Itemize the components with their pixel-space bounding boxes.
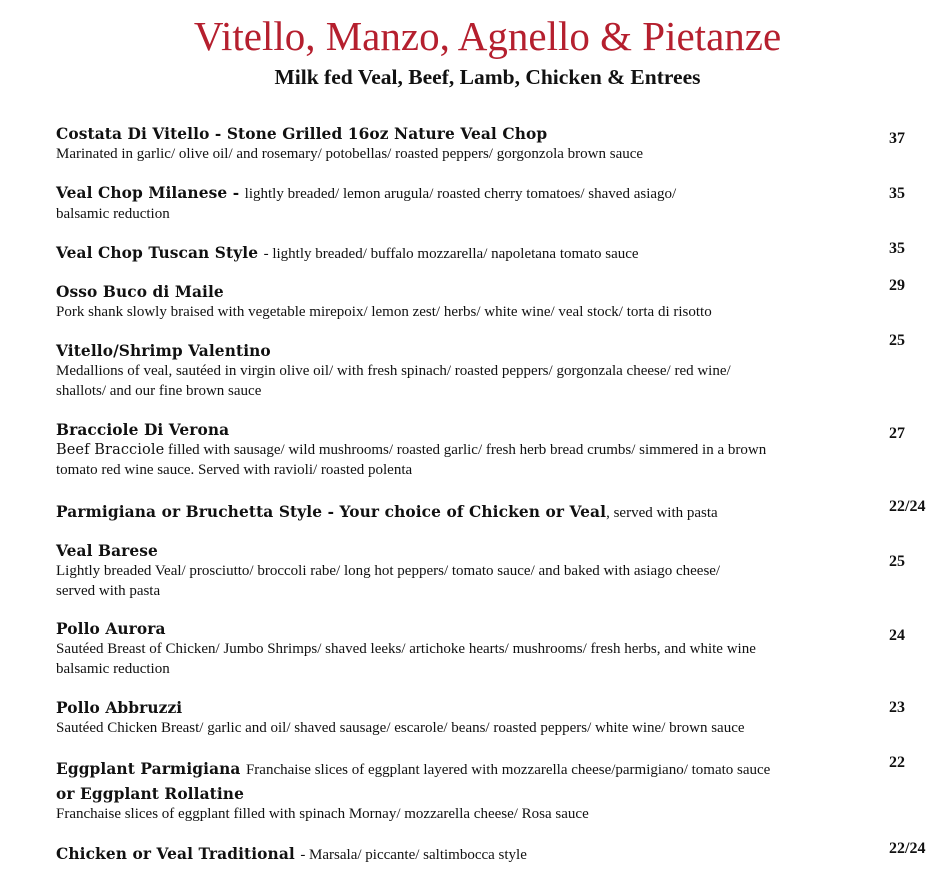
item-price: 37: [889, 130, 905, 147]
item-name: Veal Chop Milanese -: [56, 184, 245, 202]
item-description-lead: Beef Bracciole: [56, 442, 165, 458]
item-name: Bracciole Di Verona: [56, 421, 230, 439]
item-price: 22/24: [889, 498, 926, 515]
item-name: Veal Barese: [56, 542, 158, 560]
item-inline-description: - Marsala/ piccante/ saltimbocca style: [300, 847, 527, 863]
item-price: 25: [889, 332, 905, 349]
item-description-continued: tomato red wine sauce. Served with ravioli/ roasted polenta: [56, 462, 413, 478]
menu-item-bracciole-di-verona: [56, 420, 876, 480]
item-price: 22/24: [889, 840, 926, 857]
page-title: Vitello, Manzo, Agnello & Pietanze: [193, 13, 782, 59]
item-inline-description: , served with pasta: [606, 505, 718, 521]
item-inline-description: Franchaise slices of eggplant layered with mozzarella cheese/parmigiano/ tomato sauce: [245, 762, 771, 778]
item-description: Sautéed Breast of Chicken/ Jumbo Shrimps/ shaved leeks/ artichoke hearts/ mushrooms/ fresh herbs, and white wine: [56, 641, 756, 657]
menu-item-costata-di-vitello: [56, 124, 876, 164]
item-description: Lightly breaded Veal/ prosciutto/ broccoli rabe/ long hot peppers/ tomato sauce/ and baked with asiago cheese/: [56, 563, 721, 579]
item-name: Osso Buco di Maile: [56, 283, 224, 301]
item-description-continued: shallots/ and our fine brown sauce: [56, 383, 262, 399]
item-description: Pork shank slowly braised with vegetable mirepoix/ lemon zest/ herbs/ white wine/ veal stock/ torta di risotto: [56, 304, 712, 320]
item-name: Parmigiana or Bruchetta Style - Your choice of Chicken or Veal: [56, 503, 607, 521]
item-price: 24: [889, 627, 905, 644]
item-price: 27: [889, 425, 905, 442]
menu-item-veal-chop-tuscan: [56, 243, 876, 264]
item-name: Chicken or Veal Traditional: [56, 845, 301, 863]
menu-item-osso-buco: [56, 282, 876, 322]
item-description: filled with sausage/ wild mushrooms/ roasted garlic/ fresh herb bread crumbs/ simmered in a brown: [164, 442, 767, 458]
item-description: Franchaise slices of eggplant filled with spinach Mornay/ mozzarella cheese/ Rosa sauce: [56, 806, 589, 822]
item-price: 22: [889, 754, 905, 771]
item-description: Marinated in garlic/ olive oil/ and rosemary/ potobellas/ roasted peppers/ gorgonzola brown sauce: [56, 146, 644, 162]
item-name: Vitello/Shrimp Valentino: [56, 342, 271, 360]
item-price: 23: [889, 699, 905, 716]
item-description: Sautéed Chicken Breast/ garlic and oil/ shaved sausage/ escarole/ beans/ roasted peppers/ white wine/ brown sauce: [56, 720, 745, 736]
item-name: Pollo Aurora: [56, 620, 166, 638]
menu-item-eggplant: [56, 759, 876, 824]
item-description: Medallions of veal, sautéed in virgin olive oil/ with fresh spinach/ roasted peppers/ gorgonzala cheese/ red wine/: [56, 363, 731, 379]
item-name: Veal Chop Tuscan Style: [56, 244, 264, 262]
menu-item-pollo-aurora: [56, 619, 876, 679]
item-description-continued: served with pasta: [56, 583, 161, 599]
item-price: 35: [889, 240, 905, 257]
item-name-secondary: or Eggplant Rollatine: [56, 785, 244, 803]
item-price: 25: [889, 553, 905, 570]
menu-item-vitello-shrimp-valentino: [56, 341, 876, 401]
item-description: balsamic reduction: [56, 206, 170, 222]
item-inline-description: - lightly breaded/ buffalo mozzarella/ napoletana tomato sauce: [263, 246, 639, 262]
menu-item-pollo-abbruzzi: [56, 698, 876, 738]
menu-item-chicken-veal-traditional: [56, 844, 876, 865]
item-price: 29: [889, 277, 905, 294]
item-name: Eggplant Parmigiana: [56, 760, 246, 778]
item-name: Costata Di Vitello - Stone Grilled 16oz Nature Veal Chop: [56, 125, 548, 143]
item-name: Pollo Abbruzzi: [56, 699, 183, 717]
item-price: 35: [889, 185, 905, 202]
menu-item-veal-chop-milanese: [56, 183, 876, 224]
item-inline-description: lightly breaded/ lemon arugula/ roasted cherry tomatoes/ shaved asiago/: [244, 186, 677, 202]
menu-item-veal-barese: [56, 541, 876, 601]
item-description-continued: balsamic reduction: [56, 661, 170, 677]
menu-item-parmigiana-bruchetta: [56, 502, 876, 523]
page-subtitle: Milk fed Veal, Beef, Lamb, Chicken & Entrees: [274, 65, 701, 89]
